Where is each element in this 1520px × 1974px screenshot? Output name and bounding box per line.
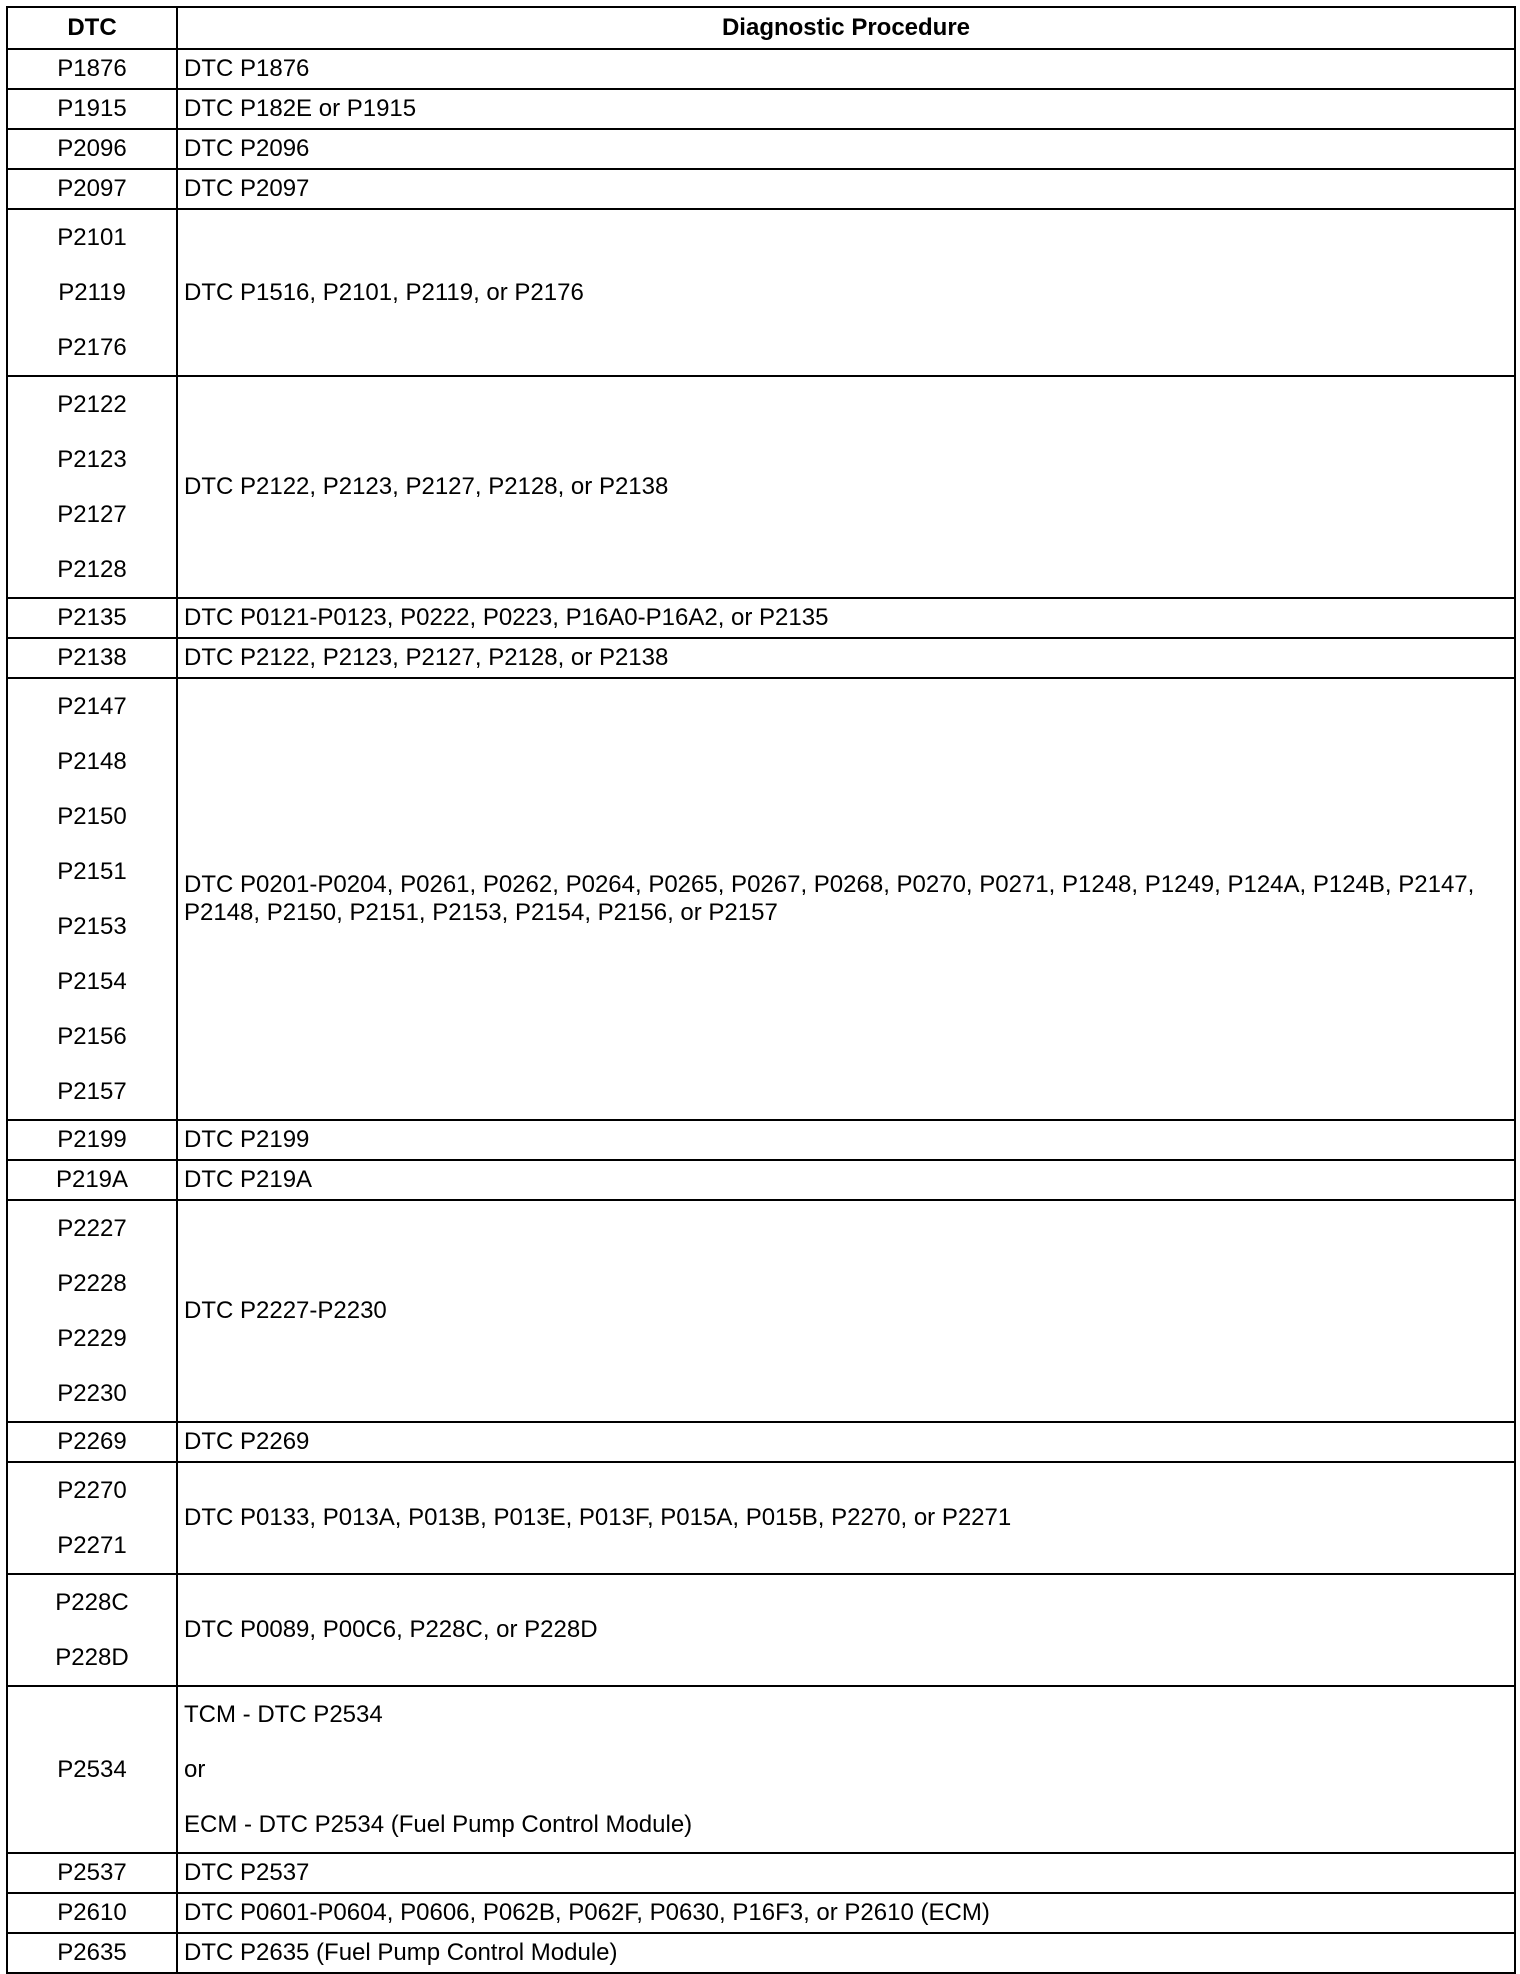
dtc-code-cell <box>7 598 177 638</box>
dtc-code: P2138 <box>57 644 127 671</box>
table-row <box>7 209 1515 376</box>
table-row <box>7 1120 1515 1160</box>
table-row <box>7 89 1515 129</box>
dtc-code: P2199 <box>57 1126 127 1153</box>
dtc-code: P2135 <box>57 604 127 631</box>
procedure-cell <box>177 49 1515 89</box>
table-row <box>7 1422 1515 1462</box>
procedure-text: DTC P0601-P0604, P0606, P062B, P062F, P0630, P16F3, or P2610 (ECM) <box>184 1899 990 1926</box>
procedure-text: DTC P2096 <box>184 135 310 162</box>
dtc-code: P2534 <box>57 1756 127 1783</box>
table-header-row <box>7 7 1515 49</box>
table-row <box>7 1686 1515 1853</box>
dtc-code: P2154 <box>57 968 127 995</box>
dtc-code-cell <box>7 1933 177 1973</box>
dtc-code-cell <box>7 169 177 209</box>
procedure-cell <box>177 209 1515 376</box>
table-row <box>7 376 1515 598</box>
table-row <box>7 1160 1515 1200</box>
procedure-text: DTC P2635 (Fuel Pump Control Module) <box>184 1939 618 1966</box>
dtc-code-cell <box>7 89 177 129</box>
procedure-text: DTC P1516, P2101, P2119, or P2176 <box>184 278 584 306</box>
table-row <box>7 598 1515 638</box>
dtc-code: P2122 <box>57 391 127 418</box>
dtc-code-cell <box>7 1686 177 1853</box>
dtc-column-header: DTC <box>7 7 177 49</box>
procedure-text: DTC P1876 <box>184 55 310 82</box>
dtc-code: P1915 <box>57 95 127 122</box>
dtc-code: P2119 <box>58 279 126 306</box>
dtc-code-cell <box>7 1200 177 1422</box>
procedure-cell <box>177 598 1515 638</box>
procedure-text: DTC P2122, P2123, P2127, P2128, or P2138 <box>184 473 669 500</box>
dtc-code: P2127 <box>57 501 127 528</box>
procedure-text: DTC P2537 <box>184 1859 310 1886</box>
procedure-cell <box>177 1686 1515 1853</box>
procedure-cell <box>177 678 1515 1120</box>
dtc-code-cell <box>7 1853 177 1893</box>
table-row <box>7 1574 1515 1686</box>
dtc-code-cell <box>7 1574 177 1686</box>
procedure-cell <box>177 1933 1515 1973</box>
procedure-cell <box>177 1853 1515 1893</box>
procedure-cell <box>177 1462 1515 1574</box>
dtc-code: P2271 <box>57 1532 127 1559</box>
procedure-text: or <box>184 1756 206 1783</box>
table-row <box>7 678 1515 1120</box>
table-row <box>7 1853 1515 1893</box>
procedure-cell <box>177 1120 1515 1160</box>
procedure-column-header: Diagnostic Procedure <box>177 7 1515 49</box>
dtc-code: P2537 <box>57 1859 127 1886</box>
dtc-code: P2096 <box>57 135 127 162</box>
procedure-text: DTC P0121-P0123, P0222, P0223, P16A0-P16A2, or P2135 <box>184 604 829 631</box>
procedure-text: DTC P2097 <box>184 175 310 202</box>
dtc-code: P2101 <box>57 224 127 251</box>
table-row <box>7 129 1515 169</box>
dtc-code: P2097 <box>57 175 127 202</box>
procedure-cell <box>177 376 1515 598</box>
dtc-code: P2147 <box>57 693 127 720</box>
procedure-cell <box>177 89 1515 129</box>
dtc-code-cell <box>7 1160 177 1200</box>
dtc-code: P2153 <box>57 913 127 940</box>
dtc-code: P2228 <box>57 1270 127 1297</box>
procedure-text: DTC P2122, P2123, P2127, P2128, or P2138 <box>184 644 669 671</box>
procedure-cell <box>177 1160 1515 1200</box>
table-row <box>7 1893 1515 1933</box>
procedure-text: DTC P2199 <box>184 1126 310 1153</box>
dtc-code: P2270 <box>57 1477 127 1504</box>
dtc-code: P2123 <box>57 446 127 473</box>
procedure-text: DTC P2269 <box>184 1428 310 1455</box>
procedure-text: DTC P0089, P00C6, P228C, or P228D <box>184 1616 598 1643</box>
dtc-code: P2227 <box>57 1215 127 1242</box>
dtc-code: P2148 <box>57 748 127 775</box>
procedure-text: ECM - DTC P2534 (Fuel Pump Control Module) <box>184 1811 693 1838</box>
procedure-text: TCM - DTC P2534 <box>184 1701 383 1728</box>
table-row <box>7 1200 1515 1422</box>
table-body <box>7 49 1515 1973</box>
dtc-code: P2128 <box>57 556 127 583</box>
dtc-code-cell <box>7 1462 177 1574</box>
dtc-code-cell <box>7 638 177 678</box>
dtc-code: P2269 <box>57 1428 127 1455</box>
table-row <box>7 638 1515 678</box>
dtc-code: P228C <box>55 1589 129 1616</box>
dtc-code: P219A <box>55 1166 129 1193</box>
procedure-text: DTC P0133, P013A, P013B, P013E, P013F, P015A, P015B, P2270, or P2271 <box>184 1504 1012 1531</box>
dtc-code: P228D <box>55 1644 129 1671</box>
procedure-text: DTC P219A <box>184 1166 313 1193</box>
procedure-cell <box>177 638 1515 678</box>
procedure-text: DTC P0201-P0204, P0261, P0262, P0264, P0265, P0267, P0268, P0270, P0271, P1248, P1249, P124A, P124B, P2147, P2148, P2150, P2151, P2153, P2154, P2156, or P2157 <box>184 871 1475 926</box>
dtc-code: P2150 <box>57 803 127 830</box>
dtc-code-cell <box>7 49 177 89</box>
dtc-code-cell <box>7 376 177 598</box>
procedure-cell <box>177 1422 1515 1462</box>
dtc-code-cell <box>7 678 177 1120</box>
dtc-code-cell <box>7 1422 177 1462</box>
dtc-code-cell <box>7 209 177 376</box>
dtc-code: P2176 <box>57 334 127 361</box>
dtc-code: P2635 <box>57 1939 127 1966</box>
procedure-text: DTC P182E or P1915 <box>184 95 417 122</box>
dtc-code: P2157 <box>57 1078 127 1105</box>
dtc-code: P2229 <box>57 1325 127 1352</box>
procedure-cell <box>177 1893 1515 1933</box>
procedure-text: DTC P2227-P2230 <box>184 1297 387 1324</box>
dtc-code: P2156 <box>57 1023 127 1050</box>
procedure-cell <box>177 169 1515 209</box>
dtc-code: P2610 <box>57 1899 127 1926</box>
procedure-cell <box>177 129 1515 169</box>
table-row <box>7 1462 1515 1574</box>
procedure-cell <box>177 1574 1515 1686</box>
table-row <box>7 49 1515 89</box>
dtc-code: P1876 <box>57 55 127 82</box>
dtc-table <box>6 6 1516 1974</box>
table-row <box>7 1933 1515 1973</box>
table-row <box>7 169 1515 209</box>
dtc-code-cell <box>7 1120 177 1160</box>
dtc-code: P2151 <box>57 858 127 885</box>
dtc-code: P2230 <box>57 1380 127 1407</box>
dtc-code-cell <box>7 129 177 169</box>
procedure-cell <box>177 1200 1515 1422</box>
dtc-code-cell <box>7 1893 177 1933</box>
